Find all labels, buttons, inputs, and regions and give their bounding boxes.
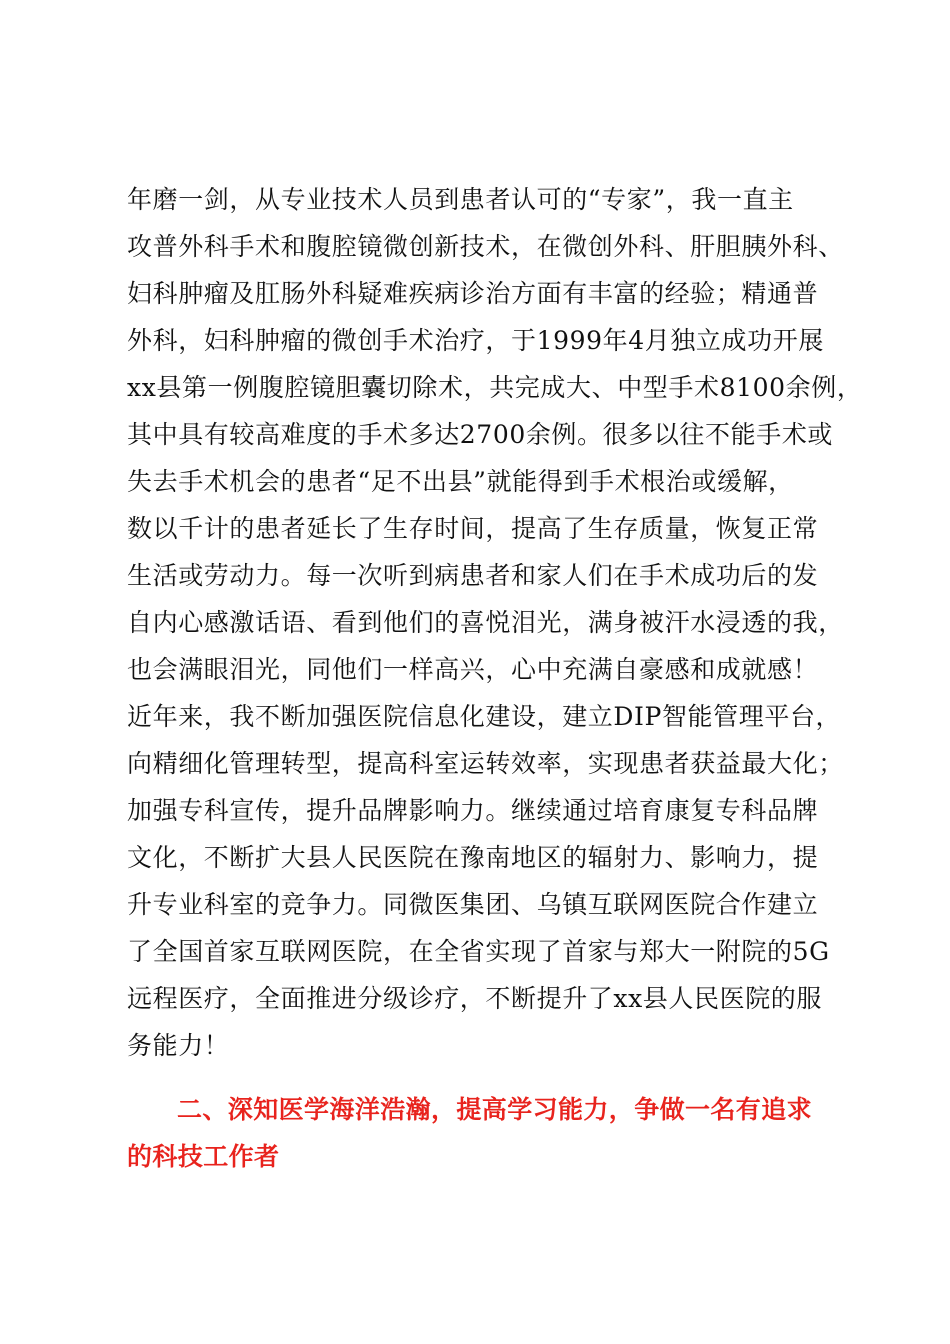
section-heading-line-2: 的科技工作者 bbox=[127, 1142, 280, 1171]
body-line-6: 其中具有较高难度的手术多达2700余例。很多以往不能手术或 bbox=[127, 420, 834, 449]
body-paragraph bbox=[127, 176, 867, 1069]
section-heading-line-1: 二、深知医学海洋浩瀚，提高学习能力，争做一名有追求 bbox=[177, 1095, 813, 1124]
body-line-16: 升专业科室的竞争力。同微医集团、乌镇互联网医院合作建立 bbox=[127, 890, 819, 919]
body-line-9: 生活或劳动力。每一次听到病患者和家人们在手术成功后的发 bbox=[127, 561, 819, 590]
body-line-14: 加强专科宣传，提升品牌影响力。继续通过培育康复专科品牌 bbox=[127, 796, 819, 825]
body-line-17: 了全国首家互联网医院，在全省实现了首家与郑大一附院的5G bbox=[127, 937, 830, 966]
body-line-12: 近年来，我不断加强医院信息化建设，建立DIP智能管理平台， bbox=[127, 702, 842, 731]
body-line-8: 数以千计的患者延长了生存时间，提高了生存质量，恢复正常 bbox=[127, 514, 819, 543]
body-line-3: 妇科肿瘤及肛肠外科疑难疾病诊治方面有丰富的经验；精通普 bbox=[127, 279, 819, 308]
body-line-2: 攻普外科手术和腹腔镜微创新技术，在微创外科、肝胆胰外科、 bbox=[127, 232, 844, 261]
body-line-10: 自内心感激话语、看到他们的喜悦泪光，满身被汗水浸透的我， bbox=[127, 608, 844, 637]
body-line-19: 务能力！ bbox=[127, 1031, 230, 1060]
body-line-4: 外科，妇科肿瘤的微创手术治疗，于1999年4月独立成功开展 bbox=[127, 326, 824, 355]
body-line-1: 年磨一剑，从专业技术人员到患者认可的“专家”，我一直主 bbox=[127, 185, 794, 214]
section-heading bbox=[127, 1086, 867, 1180]
body-line-7: 失去手术机会的患者“足不出县”就能得到手术根治或缓解， bbox=[127, 467, 794, 496]
body-line-13: 向精细化管理转型，提高科室运转效率，实现患者获益最大化； bbox=[127, 749, 844, 778]
body-line-5: xx县第一例腹腔镜胆囊切除术，共完成大、中型手术8100余例， bbox=[127, 373, 863, 402]
body-line-11: 也会满眼泪光，同他们一样高兴，心中充满自豪感和成就感！ bbox=[127, 655, 819, 684]
body-line-18: 远程医疗，全面推进分级诊疗，不断提升了xx县人民医院的服 bbox=[127, 984, 823, 1013]
body-line-15: 文化，不断扩大县人民医院在豫南地区的辐射力、影响力，提 bbox=[127, 843, 819, 872]
